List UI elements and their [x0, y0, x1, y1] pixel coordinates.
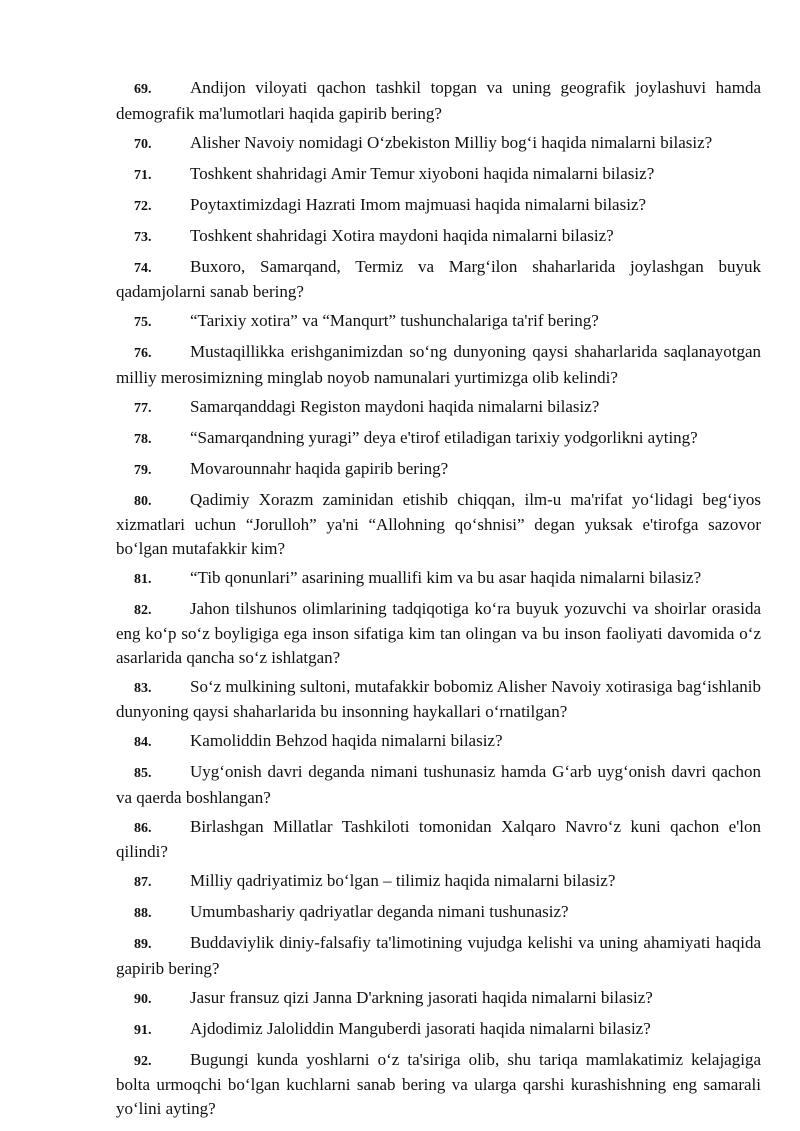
question-86	[116, 815, 761, 864]
question-85	[116, 760, 761, 809]
question-83	[116, 675, 761, 724]
question-text: Milliy qadriyatimiz bo‘lgan – tilimiz haqida nimalarni bilasiz?	[190, 871, 616, 890]
question-number: 69.	[134, 82, 152, 97]
question-81	[116, 566, 761, 592]
question-text: Kamoliddin Behzod haqida nimalarni bilasiz?	[190, 731, 503, 750]
question-text: So‘z mulkining sultoni, mutafakkir bobomiz Alisher Navoiy xotirasiga bag‘ishlanib dunyoning qaysi shaharlarida bu insonning haykallari o‘rnatilgan?	[116, 676, 761, 721]
question-number: 77.	[134, 400, 152, 416]
question-text: Movarounnahr haqida gapirib bering?	[190, 458, 449, 478]
question-text: Ajdodimiz Jaloliddin Manguberdi jasorati haqida nimalarni bilasiz?	[190, 1018, 651, 1038]
question-76	[116, 340, 761, 389]
question-89	[116, 931, 761, 980]
question-number: 79.	[134, 462, 152, 478]
question-72	[116, 193, 761, 219]
question-text: Jasur fransuz qizi Janna D'arkning jasorati haqida nimalarni bilasiz?	[190, 987, 653, 1007]
question-91	[116, 1017, 761, 1043]
question-text: Poytaxtimizdagi Hazrati Imom majmuasi haqida nimalarni bilasiz?	[190, 194, 647, 214]
question-text: Uyg‘onish davri deganda nimani tushunasiz hamda G‘arb uyg‘onish davri qachon va qaerda boshlangan?	[116, 762, 761, 807]
question-92	[116, 1048, 761, 1121]
question-text: Andijon viloyati qachon tashkil topgan va uning geografik joylashuvi hamda demografik ma'lumotlari haqida gapirib bering?	[116, 78, 761, 123]
question-79	[116, 457, 761, 483]
question-number: 80.	[134, 493, 152, 509]
question-70	[116, 131, 761, 157]
question-82	[116, 597, 761, 670]
question-number: 74.	[134, 260, 152, 276]
question-number: 71.	[134, 167, 152, 183]
question-text: Buxoro, Samarqand, Termiz va Marg‘ilon shaharlarida joylashgan buyuk qadamjolarni sanab bering?	[116, 256, 761, 301]
question-77	[116, 395, 761, 421]
question-text: Toshkent shahridagi Xotira maydoni haqida nimalarni bilasiz?	[190, 225, 614, 245]
question-text: Bugungi kunda yoshlarni o‘z ta'siriga olib, shu tariqa mamlakatimiz kelajagiga bolta urmoqchi bo‘lgan kuchlarni sanab bering va ularga qarshi kurashishning eng samarali yo‘lini ayting?	[116, 1049, 761, 1118]
question-text: “Tarixiy xotira” va “Manqurt” tushunchalariga ta'rif bering?	[190, 311, 599, 330]
question-text: Umumbashariy qadriyatlar deganda nimani tushunasiz?	[190, 902, 569, 921]
question-number: 75.	[134, 315, 152, 330]
question-number: 70.	[134, 136, 152, 152]
question-text: Alisher Navoiy nomidagi O‘zbekiston Milliy bog‘i haqida nimalarni bilasiz?	[190, 132, 713, 152]
question-text: Buddaviylik diniy-falsafiy ta'limotining vujudga kelishi va uning ahamiyati haqida gapirib bering?	[116, 933, 761, 978]
question-number: 76.	[134, 346, 152, 361]
question-number: 82.	[134, 602, 152, 618]
question-number: 89.	[134, 937, 152, 952]
question-80	[116, 488, 761, 561]
question-text: Qadimiy Xorazm zaminidan etishib chiqqan, ilm-u ma'rifat yo‘lidagi beg‘iyos xizmatlari uchun “Jorulloh” ya'ni “Allohning qo‘shnisi” degan yuksak e'tirofga sazovor bo‘lgan mutafakkir kim?	[116, 489, 761, 558]
question-number: 85.	[134, 766, 152, 781]
question-number: 88.	[134, 906, 152, 921]
question-88	[116, 900, 761, 926]
question-69	[116, 76, 761, 125]
question-text: Birlashgan Millatlar Tashkiloti tomonidan Xalqaro Navro‘z kuni qachon e'lon qilindi?	[116, 816, 761, 861]
question-text: Jahon tilshunos olimlarining tadqiqotiga ko‘ra buyuk yozuvchi va shoirlar orasida eng ko‘p so‘z boyligiga ega inson sifatiga kim tan olingan va bu inson faoliyati davomida o‘z asarlarida qancha so‘z ishlatgan?	[116, 598, 761, 667]
question-71	[116, 162, 761, 188]
question-84	[116, 729, 761, 755]
question-number: 92.	[134, 1053, 152, 1069]
question-number: 78.	[134, 431, 152, 447]
question-87	[116, 869, 761, 895]
question-number: 91.	[134, 1022, 152, 1038]
question-78	[116, 426, 761, 452]
question-number: 87.	[134, 875, 152, 890]
question-number: 72.	[134, 198, 152, 214]
question-text: Mustaqillikka erishganimizdan so‘ng dunyoning qaysi shaharlarida saqlanayotgan milliy merosimizning minglab noyob namunalari yurtimizga olib kelindi?	[116, 342, 761, 387]
question-90	[116, 986, 761, 1012]
question-text: Samarqanddagi Registon maydoni haqida nimalarni bilasiz?	[190, 396, 600, 416]
question-list	[116, 76, 761, 1126]
question-number: 83.	[134, 680, 152, 696]
question-text: Toshkent shahridagi Amir Temur xiyoboni haqida nimalarni bilasiz?	[190, 163, 655, 183]
question-73	[116, 224, 761, 250]
question-number: 73.	[134, 229, 152, 245]
question-text: “Samarqandning yuragi” deya e'tirof etiladigan tarixiy yodgorlikni ayting?	[190, 427, 698, 447]
question-75	[116, 309, 761, 335]
question-number: 90.	[134, 991, 152, 1007]
question-text: “Tib qonunlari” asarining muallifi kim va bu asar haqida nimalarni bilasiz?	[190, 567, 702, 587]
question-74	[116, 255, 761, 304]
question-number: 86.	[134, 820, 152, 836]
question-number: 84.	[134, 735, 152, 750]
question-number: 81.	[134, 571, 152, 587]
